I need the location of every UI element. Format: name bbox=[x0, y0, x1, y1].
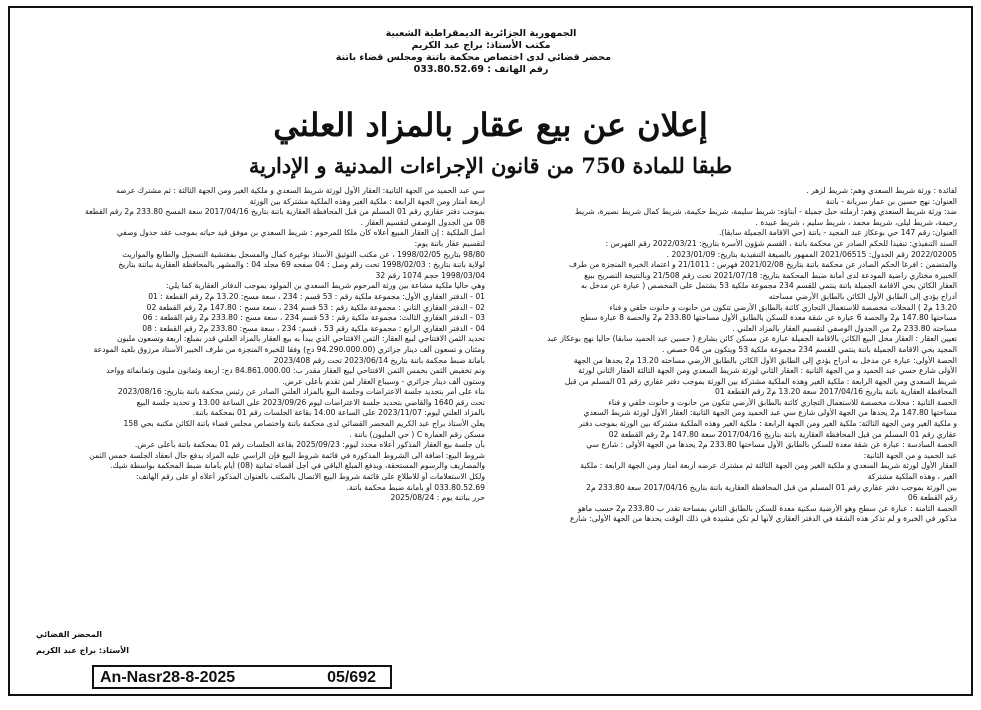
text-line: 1998/03/04 حجم 1074 رقم 32 bbox=[375, 270, 485, 280]
text-line: الحصة الأولى: عبارة عن مدخل به أدراج يؤدي إلى الطابق الأول الكائن بالطابق الأرضي مساحته 13.20 م2 يحدها من الجهة bbox=[573, 355, 957, 365]
legal-notice-page bbox=[8, 6, 973, 696]
text-line: الغير ، وهذه الملكية مشتركة bbox=[867, 472, 957, 482]
text-line: أصل الملكية : إن العقار المبيع أعلاه كان ملكا للمرحوم : شريط السعدي بن موفق قيد حياته بموجب عقد جدول وصفي bbox=[116, 228, 485, 238]
text-line: الحصة الثانية : محلات مخصصة للاستعمال التجاري كائنة بالطابق الأرضي تتكون من حانوت و حانوت خلفي و فناء bbox=[608, 397, 957, 407]
text-line: العقار الكائن بحي الاقامة الجميلة باتنة ينتمي للقسم 234 مجموعة ملكية 53 بشتمل على المحصص ( عبارة عن مدخل به bbox=[580, 281, 957, 291]
text-line: العنوان: نهج حسين بن عمار سريانة - باتنة bbox=[825, 196, 957, 206]
text-line: عبد الحميد و من الجهة الثانية: bbox=[863, 450, 957, 460]
right-text-column bbox=[495, 186, 957, 525]
text-line: سي عبد الحميد من الجهة الثانية: العقار الأول لورثة شريط السعدي و ملكية الغير ومن الجهة الثالثة : ثم مشترك عرضه bbox=[116, 186, 485, 195]
text-line: ضد: ورثة شريط السعدي وهم: أرملته حبل جميلة - أبناؤه: شريط سليمة، شريط حكيمة، شريط كمال شريط نصيرة، شريط bbox=[574, 207, 957, 217]
text-line: أدراج يؤدي إلى الطابق الأول الكائن بالطابق الأرضي مساحته bbox=[768, 291, 957, 301]
text-line: بناء على أمر بتحديد جلسة الاعتراضات وجلسة البيع بالمزاد العلني الصادر عن رئيس محكمة باتنة بتاريخ: 2023/08/16 bbox=[117, 387, 485, 397]
notice-subtitle: طبقا للمادة 750 من قانون الإجراءات المدنية و الإدارية bbox=[248, 153, 733, 178]
text-line: والمتضمن : افرغا الحكم الصادر عن محكمة باتنة بتاريخ 2021/02/08 فهرس : 21/1011 و اعتماد الخبرة المنجزة من طرف bbox=[568, 260, 957, 270]
text-line: العقار الأول لورثة شريط السعدي و ملكية الغير ومن الجهة الثالثة ثم مشترك عرضه أربعة أمتار ومن الجهة الرابعة : ملكية bbox=[580, 461, 957, 471]
text-line: 01 - الدفتر العقاري الأول: مجموعة ملكية رقم : 53 قسم : 234 ، سعة مسح: 13.20 م2 رقم القطعة : 01 bbox=[148, 291, 485, 301]
header-jurisdiction: محضر قضائي لدى اختصاص محكمة باتنة ومجلس قضاء باتنة bbox=[335, 52, 611, 63]
text-line: 03 - الدفتر العقاري الثالث: مجموعة ملكية رقم : 53 قسم 234 ، سعة مسح : 233.80 م2 رقم القطعة : 06 bbox=[142, 313, 485, 323]
text-line: ومئتان و تسعون ألف دينار جزائري (94.290.000.00 دج) وفقا للخبرة المنجزة من طرف الخبير الأستاذ مرزوق بلعيد المودعة bbox=[93, 344, 485, 354]
text-line: وتم تخفيض الثمن بخمس الثمن الافتتاحي لبيع العقار مقدر ب: 84.861.000.00 دج: أربعة وثمانون مليون وثمانمائة وواحد bbox=[106, 366, 485, 376]
text-line: رحيمة، شريط ليلى، شريط محمد ، شريط سليم ، شريط عبيدة . bbox=[755, 217, 957, 227]
text-line: المحافظة العقارية باتنة بتاريخ 2017/04/16 سعة 13.20 م2 رقم القطعة 01 bbox=[715, 387, 957, 397]
text-line: المجيد بحي الاقامة الجميلة باتنة ينتمي للقسم 234 مجموعة ملكية 53 ويتكون من 04 حصص . bbox=[662, 344, 957, 354]
text-line: بموجب دفتر عقاري رقم 01 المسلم من قبل المحافظة العقارية باتنة بتاريخ 2017/04/16 سعة المسح 233.80 م2 رقم القطعة bbox=[85, 207, 485, 217]
text-line: مساحتها 147.80 م2 والحصة 6 عبارة عن شقة معدة للسكن بالطابق الأول مساحتها 233.80 م2 والحصة 8 عبارة سطح bbox=[580, 313, 957, 323]
notice-title: إعلان عن بيع عقار بالمزاد العلني bbox=[273, 106, 708, 144]
text-line: وستون ألف دينار جزائري - وسيباع العقار لمن تقدم بأعلى عرض. bbox=[282, 376, 485, 386]
text-line: 08 من الجدول الوصفي لتقسيم العقار . bbox=[360, 217, 485, 227]
text-line: الحصة الثامنة : عبارة عن سطح وهو الأرضية سكنية معدة للسكن بالطابق الثاني بمساحة تقدر ب 233.80 م2 حسب ماهو bbox=[577, 503, 957, 513]
text-line: ولكل الاستعلامات أو للاطلاع على قائمة شروط البيع الاتصال بالمكتب بالعنوان المذكور أعلاه أو على رقم الهاتف: bbox=[135, 472, 485, 482]
text-line: شريط السعدي ومن الجهة الرابعة : ملكية الغير وهذه الملكية مشتركة بين الورثة بموجب دفتر عقاري رقم 01 المسلم من قبل bbox=[564, 376, 957, 386]
office-header bbox=[335, 28, 611, 76]
text-line: 02 - الدفتر العقاري الثاني : مجموعة ملكية رقم : 53 قسم 234 ، سعة مسح : 147.80 م2 رقم القطعة 02 bbox=[146, 302, 485, 312]
text-line: الأولى شارع حسي عبد الحميد و من الجهة الثانية : العقار الثاني لورثة شريط السعدي ومن الجهة الثالثة العقار الثاني لورثة bbox=[578, 366, 957, 376]
text-line: أربعة أمتار ومن الجهة الرابعة : ملكية الغير وهذه الملكية مشتركة بين الورثة bbox=[249, 196, 485, 206]
text-line: 033.80.52.69 أو بأمانة ضبط محكمة باتنة. bbox=[346, 482, 485, 492]
text-line: لفائدة : ورثة شريط السعدي وهم: شريط لزهر . bbox=[806, 186, 957, 195]
header-phone: رقم الهاتف : 033.80.52.69 bbox=[413, 64, 549, 75]
text-line: رقم القطعة 06 bbox=[907, 493, 957, 503]
text-line: بين الورثة بموجب دفتر عقاري رقم 01 المسلم من قبل المحافظة العقارية باتنة بتاريخ 2017/04/16 سعة 233.80 م2 bbox=[586, 482, 957, 492]
text-line: مسكن رقم العمارة C ( حي المليون) باتنة . bbox=[349, 429, 485, 439]
text-line: شروط البيع: اضافة الى الشروط المذكورة في قائمة شروط البيع فإن الراسي عليه المزاد يدفع حال انعقاد الجلسة خمس الثمن bbox=[89, 450, 485, 460]
text-line: مساحته 233.80 م2 من الجدول الوصفي لتقسيم العقار بالمزاد العلني . bbox=[732, 323, 957, 333]
text-line: لولاية باتنة بتاريخ : 1998/02/03 تحت رقم وصل : 04 صفحه 69 مجلد 04 : والمشهر بالمحافظة العقارية بباتنة بتاريخ bbox=[118, 260, 485, 270]
text-line: بالمزاد العلني ليوم: 2023/11/07 على الساعة 14.00 بقاعة الجلسات رقم 01 بمحكمة باتنة. bbox=[192, 408, 485, 418]
publication-number: 05/692 bbox=[327, 669, 376, 686]
header-republic: الجمهورية الجزائرية الديمقراطية الشعبية bbox=[385, 28, 577, 39]
text-line: مساحتها 147.80 م2 يحدها من الجهة الأولى شارع سي عبد الحميد ومن الجهة الثانية: العقار الأول لورثة شريط السعدي bbox=[583, 408, 957, 418]
text-line: والمصاريف والرسوم المستحقة، ويدفع المبلغ الباقي في أجل أقصاه ثمانية (08) أيام بأمانة ضبط المحكمة بواسطة شيك. bbox=[110, 461, 485, 471]
signature-name: الأستاذ: براج عبد الكريم bbox=[36, 646, 129, 655]
text-line: حرر بباتنة يوم : 2025/08/24 bbox=[390, 493, 485, 503]
signature-title: المحضر القضائي bbox=[36, 630, 103, 639]
text-line: مذكور في الخبرة و لم تذكر هذه الشقة في الدفتر العقاري لأنها لم تكن مشيدة في ذلك الوقت يحدها من الجهة الأولى: شارع bbox=[569, 514, 957, 524]
text-line: 04 - الدفتر العقاري الرابع : مجموعة ملكية رقم 53 ، قسم: 234 ، سعة مسح: 233.80 م2 رقم القطعة : 08 bbox=[142, 323, 485, 333]
text-line: 2022/02005 رقم الجدول: 2021/06515 الممهور بالصيغة التنفيذية بتاريخ: 2023/01/09 . bbox=[666, 249, 957, 259]
text-line: بأمانة ضبط محكمة باتنة بتاريخ 2023/06/14 تحت رقم 2023/408 bbox=[273, 355, 485, 365]
text-line: تعيين العقار : العقار محل البيع الكائن بالاقامة الجميلة عبارة عن مسكن كائن بشارع ( حسين عبد الحميد سابقا) حاليا نهج بوعكاز عبد bbox=[547, 334, 957, 344]
text-line: لتقسيم عقار باتنة يوم: bbox=[414, 238, 485, 248]
left-text-column bbox=[31, 186, 485, 504]
text-line: و ملكية الغير ومن الجهة الثالثة: ملكية الغير ومن الجهة الرابعة : ملكية الغير وهذه الملكية مشتركة بين الورثة بموجب دفتر bbox=[578, 419, 957, 429]
text-line: عقاري رقم 01 المسلم من قبل المحافظة العقارية باتنة بتاريخ 2017/04/16 سعة 147.80 م2 رقم القطعة 02 bbox=[608, 429, 957, 439]
text-line: العنوان: رقم 147 حي بوعكاز عبد المجيد - باتنة (حي الاقامة الجميلة سابقا). bbox=[718, 228, 957, 238]
publication-reference: An-Nasr28-8-2025 bbox=[100, 669, 236, 686]
header-office: مكتب الأستاذ: براج عبد الكريم bbox=[411, 40, 551, 51]
text-line: 98/80 بتاريخ 1998/02/05 ، عن مكتب التوثيق الأستاذ بوغيرة كمال والمسجل بمفتشية التسجيل والطابع والمواريث bbox=[122, 249, 485, 259]
text-line: وهي حاليا ملكية مشاعة بين ورثة المرحوم شريط السعدي بن المولود بموجب الدفاتر العقارية كما يلي: bbox=[165, 281, 485, 291]
text-line: بأن جلسة بيع العقار المذكور أعلاه محدد ليوم: 2025/09/23 بقاعة الجلسات رقم 01 بمحكمة باتنة بأعلى عرض. bbox=[134, 440, 485, 450]
text-line: تحت رقم 1640 والقاضي بتحديد جلسة الاعتراضات ليوم 2023/09/26 على الساعة 13.00 و تحديد جلسة البيع bbox=[136, 397, 485, 407]
text-line: 13.20 م2 ) المحلات مخصصة للاستعمال التجاري كائنة بالطابق الأرضي تتكون من حانوت و حانوت خلفي و فناء bbox=[609, 302, 957, 312]
text-line: السند التنفيذي: تنفيذا للحكم الصادر عن محكمة باتنة ، القسم شؤون الأسرة بتاريخ: 2022/03/21 رقم الفهرس : bbox=[605, 238, 957, 248]
text-line: تحديد الثمن الافتتاحي لبيع العقار: الثمن الافتتاحي الذي يبدأ به بيع العقار بالمزاد العلني قدر بمبلغ: أربعة وتسعون مليون bbox=[116, 334, 485, 344]
publication-footer bbox=[92, 665, 392, 689]
text-line: يعلن الأستاذ براج عبد الكريم المحضر القضائي لدى محكمة باتنة واختصاص مجلس قضاء باتنة الكائن مكتبه بحي 158 bbox=[123, 419, 485, 429]
text-line: الخبيرة مختاري راضية المودعة لدى أمانة ضبط المحكمة بتاريخ: 2021/07/18 تحت رقم 21/508 وبالنتيجة التصريح ببيع bbox=[584, 270, 957, 280]
text-line: الحصة السادسة : عبارة عن شقة معدة للسكن بالطابق الأول مساحتها 233.80 م2 يحدها من الجهة الأولى : شارع سي bbox=[586, 440, 957, 450]
